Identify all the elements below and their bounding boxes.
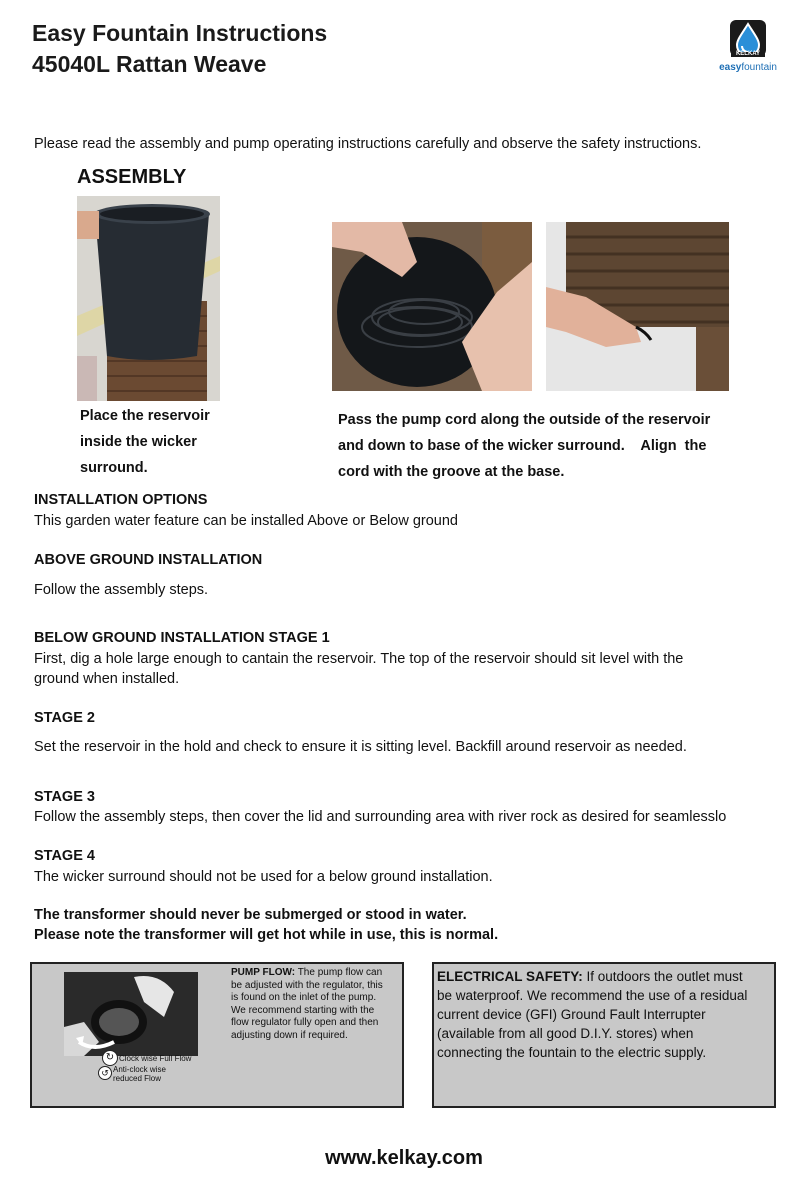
transformer-warning-1: The transformer should never be submerged or stood in water. — [34, 907, 467, 923]
caption-pump-cord-line: Pass the pump cord along the outside of the reservoir — [338, 412, 711, 428]
caption-reservoir — [80, 403, 210, 481]
pump-flow-line: We recommend starting with the — [231, 1004, 375, 1016]
stage-4-text: The wicker surround should not be used for a below ground installation. — [34, 869, 493, 885]
pump-flow-line: adjusting down if required. — [231, 1029, 348, 1041]
below-ground-text-2: ground when installed. — [34, 671, 180, 687]
assembly-heading: ASSEMBLY — [77, 166, 187, 188]
logo-word-bold: easy — [719, 62, 742, 73]
pump-flow-text — [231, 967, 383, 1042]
logo-brand: KELKAY — [735, 51, 761, 57]
stage-3-heading: STAGE 3 — [34, 789, 95, 805]
caption-reservoir-line: surround. — [80, 460, 148, 476]
electrical-safety-line: current device (GFI) Ground Fault Interrupter — [437, 1007, 706, 1022]
anticlockwise-icon: ↺ — [98, 1066, 112, 1080]
installation-options-heading: INSTALLATION OPTIONS — [34, 492, 208, 508]
above-ground-heading: ABOVE GROUND INSTALLATION — [34, 552, 263, 568]
caption-reservoir-line: inside the wicker — [80, 434, 197, 450]
footer-url[interactable]: www.kelkay.com — [325, 1147, 483, 1169]
anticlockwise-label-line: Anti-clock wise — [113, 1065, 166, 1074]
pump-flow-line: The pump flow can — [297, 967, 383, 978]
electrical-safety-text — [437, 967, 747, 1062]
electrical-safety-line: If outdoors the outlet must — [582, 969, 743, 984]
stage-2-heading: STAGE 2 — [34, 710, 95, 726]
stage-4-heading: STAGE 4 — [34, 848, 95, 864]
clockwise-icon: ↻ — [102, 1050, 118, 1066]
electrical-safety-label: ELECTRICAL SAFETY: — [437, 969, 583, 984]
caption-pump-cord-line: and down to base of the wicker surround. Align the — [338, 438, 707, 454]
photo-cord-groove — [546, 222, 729, 391]
photo-pump-cord-reservoir — [332, 222, 532, 391]
pump-regulator-image — [64, 972, 198, 1056]
pump-flow-label: PUMP FLOW: — [231, 967, 296, 978]
below-ground-text-1: First, dig a hole large enough to cantain the reservoir. The top of the reservoir should sit level with the — [34, 651, 684, 667]
stage-3-text: Follow the assembly steps, then cover the lid and surrounding area with river rock as desired for seamlesslo — [34, 809, 727, 825]
electrical-safety-line: connecting the fountain to the electric supply. — [437, 1045, 707, 1060]
caption-reservoir-line: Place the reservoir — [80, 408, 210, 424]
electrical-safety-line: be waterproof. We recommend the use of a residual — [437, 988, 748, 1003]
clockwise-label: Clock wise Full Flow — [119, 1054, 192, 1063]
caption-pump-cord — [338, 407, 722, 485]
pump-flow-line: is found on the inlet of the pump. — [231, 992, 377, 1003]
below-ground-heading: BELOW GROUND INSTALLATION STAGE 1 — [34, 630, 330, 646]
title-line-2: 45040L Rattan Weave — [32, 51, 267, 77]
kelkay-logo — [716, 18, 780, 80]
anticlockwise-label — [113, 1065, 166, 1083]
installation-options-text: This garden water feature can be installed Above or Below ground — [34, 513, 458, 529]
intro-text: Please read the assembly and pump operating instructions carefully and observe the safety instructions. — [34, 136, 702, 152]
stage-2-text: Set the reservoir in the hold and check to ensure it is sitting level. Backfill around reservoir as needed. — [34, 739, 687, 755]
pump-flow-line: flow regulator fully open and then — [231, 1017, 379, 1028]
photo-reservoir-in-surround — [77, 196, 220, 401]
transformer-warning-2: Please note the transformer will get hot while in use, this is normal. — [34, 927, 499, 943]
electrical-safety-box — [432, 962, 776, 1108]
pump-flow-box — [30, 962, 404, 1108]
above-ground-text: Follow the assembly steps. — [34, 582, 209, 598]
logo-wordmark — [716, 62, 780, 73]
anticlockwise-label-line: reduced Flow — [113, 1074, 162, 1083]
logo-word-light: fountain — [741, 62, 777, 73]
pump-flow-line: be adjusted with the regulator, this — [231, 979, 383, 991]
electrical-safety-line: (available from all good D.I.Y. stores) when — [437, 1026, 694, 1041]
title-line-1: Easy Fountain Instructions — [32, 20, 328, 46]
caption-pump-cord-line: cord with the groove at the base. — [338, 464, 565, 480]
